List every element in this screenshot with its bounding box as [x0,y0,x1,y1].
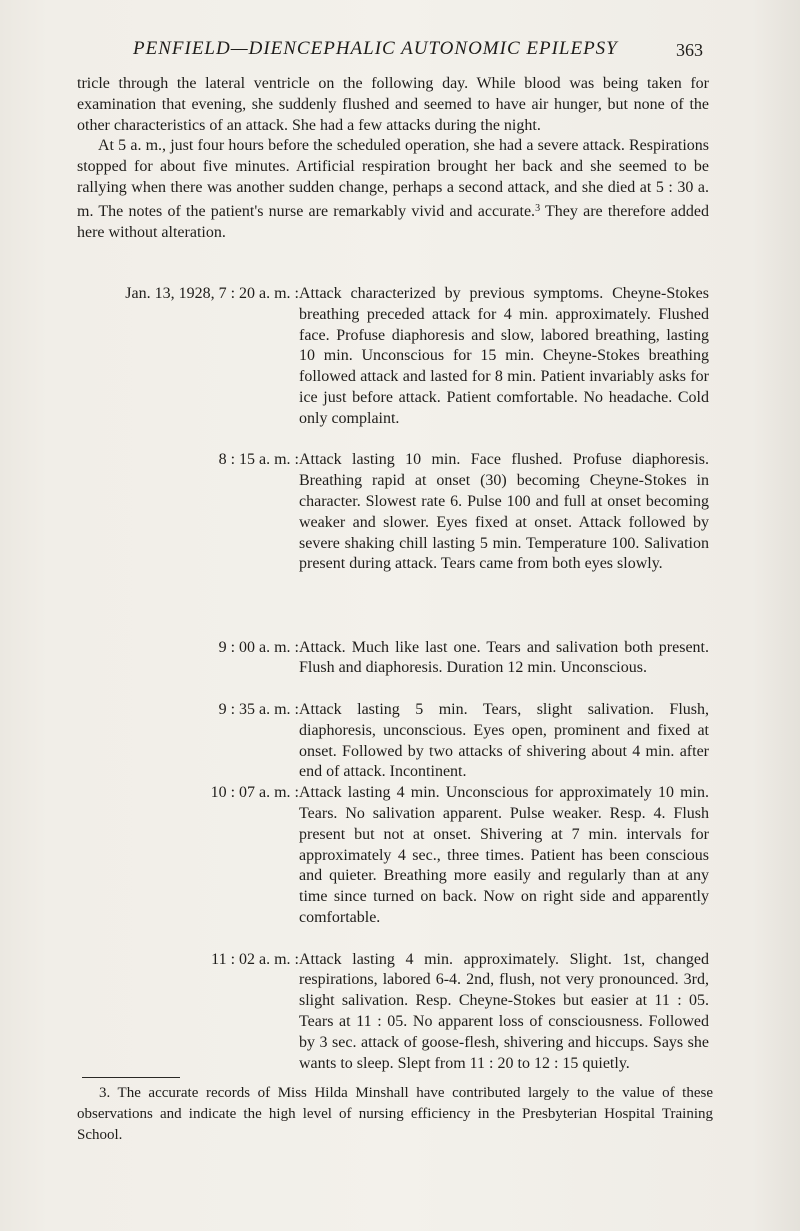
note-text: Attack lasting 5 min. Tears, slight salivation. Flush, diaphoresis, unconscious. Eyes open, prominent and fixed at onset. Followed by two attacks of shivering about 4 min. after end of attack. Incontinent. [299,700,709,781]
nursing-notes [77,284,711,1095]
note-time: Jan. 13, 1928, 7 : 20 a. m. : [125,285,299,302]
note-text: Attack characterized by previous symptoms. Cheyne-Stokes breathing preceded attack for 4 min. approximately. Flushed face. Profuse diaphoresis and slow, labored breathing, lasting 10 min. Unconscious for 15 min. Cheyne-Stokes breathing followed attack and lasted for 8 min. Patient invariably asks for ice just before attack. Patient comfortable. No headache. Cold only complaint. [299,285,709,427]
footnote [77,1083,713,1145]
footnote-text: 3. The accurate records of Miss Hilda Minshall have contributed largely to the value of these observations and indicate the high level of nursing efficiency in the Presbyterian Hospital Training School. [77,1085,713,1143]
footnote-rule [82,1077,180,1078]
note-entry [77,700,711,783]
note-time: 8 : 15 a. m. : [218,451,299,469]
note-time: 11 : 02 a. m. : [211,950,299,968]
paragraph-text: At 5 a. m., just four hours before the scheduled operation, she had a severe attack. Respirations stopped for about five minutes. Artificial respiration brought her back and she seemed to be rallying when there was another sudden change, perhaps a second attack, and she died at 5 : 30 a. m. The notes of the patient's nurse are remarkably vivid and accurate. [77,137,709,220]
note-entry [77,950,711,1096]
paragraph-final-attack [77,136,709,243]
note-entry [77,783,711,949]
page-header [0,38,800,64]
note-text: Attack. Much like last one. Tears and salivation both present. Flush and diaphoresis. Duration 12 min. Unconscious. [299,638,709,677]
note-text: Attack lasting 10 min. Face flushed. Profuse diaphoresis. Breathing rapid at onset (30) becoming Cheyne-Stokes in character. Slowest rate 6. Pulse 100 and full at onset becoming weaker and slower. Eyes fixed at onset. Attack followed by severe shaking chill lasting 5 min. Temperature 100. Salivation present during attack. Tears came from both eyes slowly. [299,451,709,573]
footnote-reference[interactable]: 3 [535,202,541,214]
body-text [77,74,709,243]
note-entry [77,284,711,450]
note-time: 10 : 07 a. m. : [210,784,299,802]
note-time: 9 : 00 a. m. : [218,638,299,656]
note-text: Attack lasting 4 min. Unconscious for approximately 10 min. Tears. No salivation apparent. Pulse weaker. Resp. 4. Flush present but not at onset. Shivering at 7 min. intervals for approximately 4 sec., three times. Patient has been conscious and quieter. Breathing more easily and regularly than at any time since turned on back. Now on right side and apparently comfortable. [299,784,709,926]
paragraph-tail: They are therefore added here without alteration. [77,202,709,241]
note-time: 9 : 35 a. m. : [218,700,299,718]
note-text: Attack lasting 4 min. approximately. Slight. 1st, changed respirations, labored 6-4. 2nd, flush, not very pronounced. 3rd, slight salivation. Resp. Cheyne-Stokes but easier at 11 : 05. Tears at 11 : 05. No apparent loss of consciousness. Followed by 3 sec. attack of goose-flesh, shivering and hiccups. Says she wants to sleep. Slept from 11 : 20 to 12 : 15 quietly. [299,950,709,1072]
note-entry [77,638,711,700]
page-number: 363 [676,40,703,60]
running-head: PENFIELD—DIENCEPHALIC AUTONOMIC EPILEPSY [133,38,618,59]
paragraph-continuation: tricle through the lateral ventricle on the following day. While blood was being taken for examination that evening, she suddenly flushed and seemed to have air hunger, but none of the other characteristics of an attack. She had a few attacks during the night. [77,75,709,134]
note-entry [77,450,711,637]
